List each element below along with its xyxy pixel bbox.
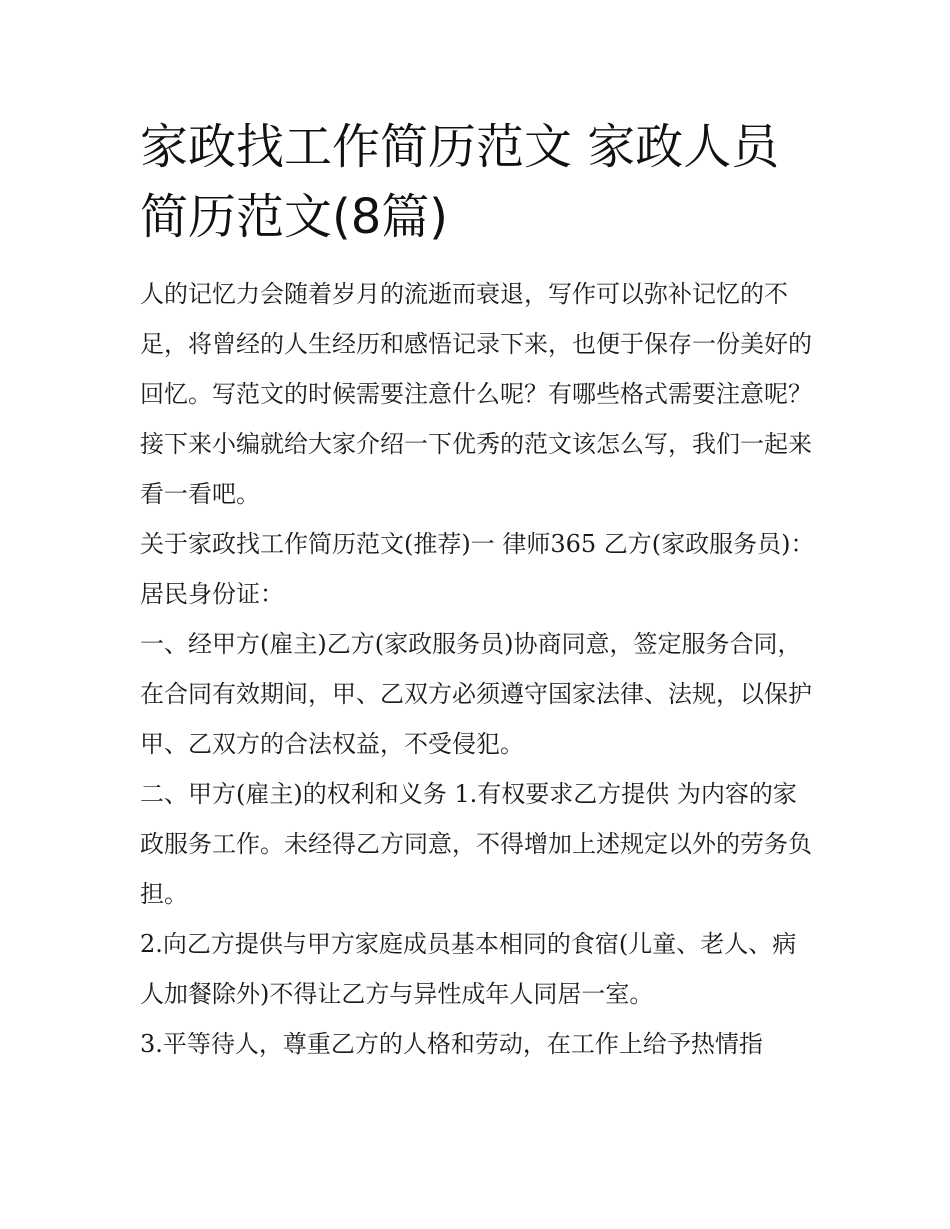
paragraph-heading-one: 关于家政找工作简历范文(推荐)一 律师365 乙方(家政服务员)： 居民身份证：: [140, 530, 815, 608]
paragraph-intro: 人的记忆力会随着岁月的流逝而衰退，写作可以弥补记忆的不足，将曾经的人生经历和感悟记录下来，也便于保存一份美好的回忆。写范文的时候需要注意什么呢？有哪些格式需要注意呢？接下来小编就给大家介绍一下优秀的范文该怎么写，我们一起来看一看吧。: [140, 280, 812, 508]
document-page: [140, 112, 820, 1069]
paragraph-item-three: 3.平等待人，尊重乙方的人格和劳动，在工作上给予热情指: [140, 1030, 763, 1058]
document-title: 家政找工作简历范文 家政人员简历范文(8篇): [140, 119, 780, 245]
paragraph-clause-two: 二、甲方(雇主)的权利和义务 1.有权要求乙方提供 为内容的家政服务工作。未经得乙方同意，不得增加上述规定以外的劳务负担。: [140, 780, 812, 908]
paragraph-item-two: 2.向乙方提供与甲方家庭成员基本相同的食宿(儿童、老人、病人加餐除外)不得让乙方与异性成年人同居一室。: [140, 930, 797, 1008]
paragraph-clause-one: 一、经甲方(雇主)乙方(家政服务员)协商同意，签定服务合同，在合同有效期间，甲、乙双方必须遵守国家法律、法规，以保护甲、乙双方的合法权益，不受侵犯。: [140, 630, 812, 758]
document-body: [140, 269, 820, 1069]
